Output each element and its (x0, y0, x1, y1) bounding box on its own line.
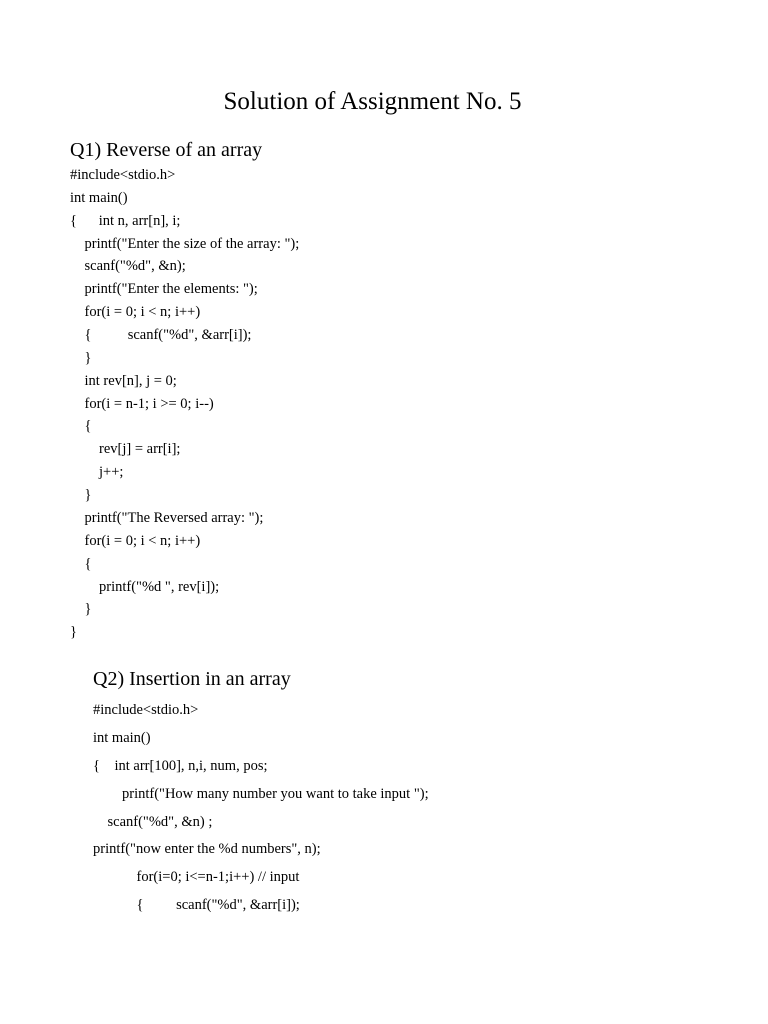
q1-code-line: for(i = n-1; i >= 0; i--) (70, 396, 214, 412)
q1-code-line: scanf("%d", &n); (70, 258, 186, 274)
q2-code-line: { int arr[100], n,i, num, pos; (93, 758, 268, 774)
q1-code-line: int rev[n], j = 0; (70, 373, 177, 389)
q1-code-line: } (70, 624, 77, 640)
q1-code-line: { scanf("%d", &arr[i]); (70, 327, 252, 343)
q2-code-line: printf("now enter the %d numbers", n); (93, 841, 321, 857)
q1-code-line: } (70, 350, 92, 366)
q1-code-line: for(i = 0; i < n; i++) (70, 533, 201, 549)
q1-code-line: { int n, arr[n], i; (70, 213, 181, 229)
document-title: Solution of Assignment No. 5 (223, 88, 522, 115)
q1-code-line: #include<stdio.h> (70, 167, 176, 183)
q2-code-line: int main() (93, 730, 151, 746)
q1-code-line: printf("The Reversed array: "); (70, 510, 264, 526)
q1-heading: Q1) Reverse of an array (70, 139, 263, 161)
q1-code-line: j++; (70, 464, 124, 480)
q1-code-line: printf("Enter the elements: "); (70, 281, 258, 297)
q1-code-line: for(i = 0; i < n; i++) (70, 304, 201, 320)
q1-code-line: rev[j] = arr[i]; (70, 441, 181, 457)
q1-code-line: int main() (70, 190, 128, 206)
q1-code-line: printf("%d ", rev[i]); (70, 579, 220, 595)
q1-code-line: { (70, 418, 92, 434)
q2-code-line: { scanf("%d", &arr[i]); (93, 897, 300, 913)
q2-code-line: for(i=0; i<=n-1;i++) // input (93, 869, 300, 885)
q1-code-line: printf("Enter the size of the array: "); (70, 236, 300, 252)
q2-heading: Q2) Insertion in an array (93, 668, 291, 690)
q2-code-line: printf("How many number you want to take input "); (93, 786, 429, 802)
q1-code-line: } (70, 601, 92, 617)
q2-code-line: scanf("%d", &n) ; (93, 814, 213, 830)
q2-code-line: #include<stdio.h> (93, 702, 199, 718)
q1-code-line: { (70, 556, 92, 572)
q1-code-line: } (70, 487, 92, 503)
